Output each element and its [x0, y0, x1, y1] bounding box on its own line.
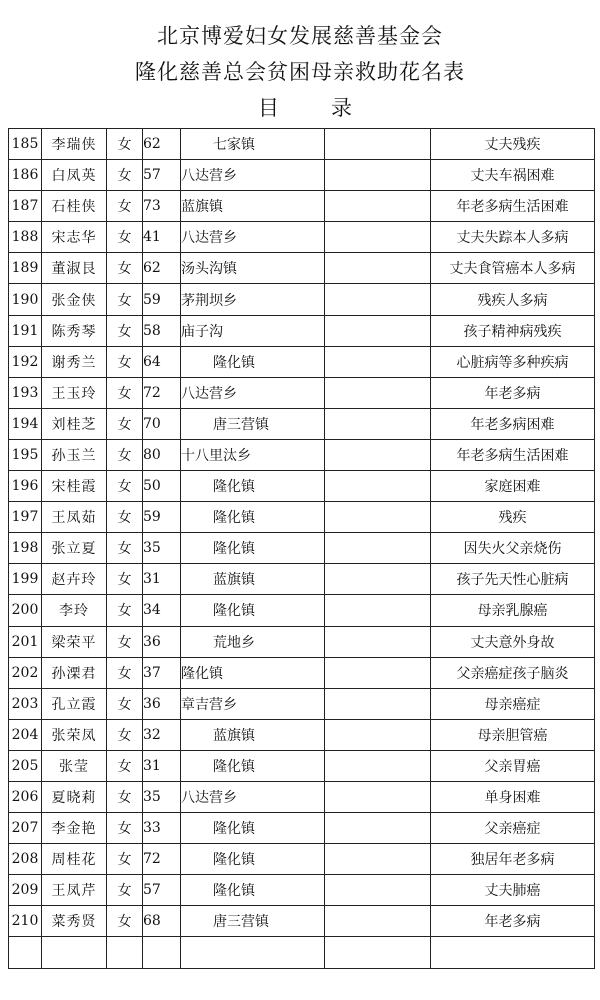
row-age: 37 [143, 657, 181, 688]
row-number: 190 [9, 284, 42, 315]
table-row [9, 377, 595, 408]
row-gender: 女 [107, 129, 143, 160]
row-age: 36 [143, 626, 181, 657]
row-age: 68 [143, 906, 181, 937]
row-township: 隆化镇 [181, 595, 325, 626]
row-reason: 丈夫食管癌本人多病 [431, 253, 595, 284]
row-number: 207 [9, 813, 42, 844]
row-blank-cell [325, 595, 431, 626]
table-row [9, 502, 595, 533]
row-age [143, 937, 181, 968]
row-township: 蓝旗镇 [181, 191, 325, 222]
row-name: 孔立霞 [42, 688, 107, 719]
row-reason: 丈夫车祸困难 [431, 160, 595, 191]
row-township: 章吉营乡 [181, 688, 325, 719]
row-gender: 女 [107, 813, 143, 844]
row-age: 50 [143, 471, 181, 502]
table-row [9, 160, 595, 191]
row-reason: 年老多病 [431, 906, 595, 937]
row-gender: 女 [107, 750, 143, 781]
row-name: 孙溧君 [42, 657, 107, 688]
row-reason: 残疾 [431, 502, 595, 533]
aid-roster-table [8, 128, 595, 969]
row-age: 59 [143, 284, 181, 315]
row-age: 41 [143, 222, 181, 253]
row-township: 隆化镇 [181, 346, 325, 377]
row-reason: 父亲癌症孩子脑炎 [431, 657, 595, 688]
row-name: 陈秀琴 [42, 315, 107, 346]
row-gender: 女 [107, 595, 143, 626]
row-blank-cell [325, 937, 431, 968]
row-number: 200 [9, 595, 42, 626]
row-blank-cell [325, 564, 431, 595]
row-township: 隆化镇 [181, 875, 325, 906]
table-row [9, 222, 595, 253]
row-name: 刘桂芝 [42, 408, 107, 439]
row-age: 57 [143, 875, 181, 906]
row-number: 201 [9, 626, 42, 657]
row-number: 205 [9, 750, 42, 781]
row-blank-cell [325, 502, 431, 533]
row-reason: 母亲乳腺癌 [431, 595, 595, 626]
row-age: 72 [143, 377, 181, 408]
row-age: 34 [143, 595, 181, 626]
row-age: 62 [143, 253, 181, 284]
row-gender: 女 [107, 906, 143, 937]
row-gender: 女 [107, 253, 143, 284]
row-blank-cell [325, 284, 431, 315]
row-reason: 年老多病困难 [431, 408, 595, 439]
row-gender: 女 [107, 844, 143, 875]
row-township: 隆化镇 [181, 533, 325, 564]
table-row [9, 688, 595, 719]
row-township: 隆化镇 [181, 750, 325, 781]
row-gender: 女 [107, 284, 143, 315]
row-township: 茅荆坝乡 [181, 284, 325, 315]
row-blank-cell [325, 191, 431, 222]
row-gender: 女 [107, 315, 143, 346]
table-row [9, 564, 595, 595]
contents-heading-char-1: 目 [258, 96, 279, 120]
row-age: 31 [143, 750, 181, 781]
row-reason: 独居年老多病 [431, 844, 595, 875]
row-number: 198 [9, 533, 42, 564]
row-number: 193 [9, 377, 42, 408]
row-name: 张莹 [42, 750, 107, 781]
table-row [9, 750, 595, 781]
row-gender: 女 [107, 875, 143, 906]
row-name: 白凤英 [42, 160, 107, 191]
row-gender [107, 937, 143, 968]
row-reason: 因失火父亲烧伤 [431, 533, 595, 564]
row-age: 35 [143, 781, 181, 812]
row-blank-cell [325, 129, 431, 160]
row-number: 195 [9, 439, 42, 470]
row-number: 206 [9, 781, 42, 812]
table-row [9, 813, 595, 844]
row-blank-cell [325, 750, 431, 781]
row-gender: 女 [107, 719, 143, 750]
row-name: 李金艳 [42, 813, 107, 844]
row-blank-cell [325, 222, 431, 253]
row-blank-cell [325, 875, 431, 906]
row-age: 62 [143, 129, 181, 160]
row-township: 庙子沟 [181, 315, 325, 346]
table-row [9, 875, 595, 906]
row-reason: 残疾人多病 [431, 284, 595, 315]
row-reason: 年老多病生活困难 [431, 191, 595, 222]
row-reason: 孩子精神病残疾 [431, 315, 595, 346]
row-township: 八达营乡 [181, 377, 325, 408]
row-blank-cell [325, 439, 431, 470]
row-number: 208 [9, 844, 42, 875]
row-gender: 女 [107, 408, 143, 439]
table-row [9, 471, 595, 502]
row-number: 210 [9, 906, 42, 937]
row-number: 186 [9, 160, 42, 191]
contents-heading [0, 92, 600, 118]
row-age: 31 [143, 564, 181, 595]
row-township: 汤头沟镇 [181, 253, 325, 284]
row-name [42, 937, 107, 968]
table-row [9, 657, 595, 688]
row-township: 八达营乡 [181, 222, 325, 253]
row-gender: 女 [107, 377, 143, 408]
row-blank-cell [325, 719, 431, 750]
row-reason [431, 937, 595, 968]
row-age: 80 [143, 439, 181, 470]
row-name: 宋桂霞 [42, 471, 107, 502]
row-township: 七家镇 [181, 129, 325, 160]
row-name: 宋志华 [42, 222, 107, 253]
row-township: 隆化镇 [181, 657, 325, 688]
row-reason: 丈夫肺癌 [431, 875, 595, 906]
row-age: 73 [143, 191, 181, 222]
row-blank-cell [325, 160, 431, 191]
row-blank-cell [325, 346, 431, 377]
row-name: 谢秀兰 [42, 346, 107, 377]
table-row [9, 781, 595, 812]
row-township: 八达营乡 [181, 781, 325, 812]
row-blank-cell [325, 906, 431, 937]
row-age: 58 [143, 315, 181, 346]
row-township: 隆化镇 [181, 813, 325, 844]
row-number: 194 [9, 408, 42, 439]
row-name: 石桂侠 [42, 191, 107, 222]
roster-body [9, 129, 595, 969]
row-number: 203 [9, 688, 42, 719]
row-age: 70 [143, 408, 181, 439]
row-name: 王凤芹 [42, 875, 107, 906]
row-number: 209 [9, 875, 42, 906]
row-reason: 父亲癌症 [431, 813, 595, 844]
row-gender: 女 [107, 502, 143, 533]
row-name: 董淑艮 [42, 253, 107, 284]
row-gender: 女 [107, 346, 143, 377]
row-township: 蓝旗镇 [181, 564, 325, 595]
row-reason: 年老多病生活困难 [431, 439, 595, 470]
row-number: 185 [9, 129, 42, 160]
row-name: 夏晓莉 [42, 781, 107, 812]
row-gender: 女 [107, 160, 143, 191]
row-blank-cell [325, 626, 431, 657]
table-row [9, 315, 595, 346]
row-reason: 孩子先天性心脏病 [431, 564, 595, 595]
row-gender: 女 [107, 781, 143, 812]
row-township: 蓝旗镇 [181, 719, 325, 750]
row-blank-cell [325, 813, 431, 844]
row-reason: 家庭困难 [431, 471, 595, 502]
row-number: 199 [9, 564, 42, 595]
row-blank-cell [325, 781, 431, 812]
row-gender: 女 [107, 657, 143, 688]
row-township: 荒地乡 [181, 626, 325, 657]
row-reason: 丈夫残疾 [431, 129, 595, 160]
row-blank-cell [325, 471, 431, 502]
row-age: 64 [143, 346, 181, 377]
row-blank-cell [325, 408, 431, 439]
row-number: 202 [9, 657, 42, 688]
table-row [9, 937, 595, 968]
row-number: 204 [9, 719, 42, 750]
table-row [9, 439, 595, 470]
table-row [9, 906, 595, 937]
row-name: 张立夏 [42, 533, 107, 564]
table-row [9, 408, 595, 439]
row-reason: 单身困难 [431, 781, 595, 812]
row-number: 191 [9, 315, 42, 346]
row-township: 八达营乡 [181, 160, 325, 191]
table-row [9, 533, 595, 564]
row-number: 189 [9, 253, 42, 284]
row-township [181, 937, 325, 968]
row-name: 王玉玲 [42, 377, 107, 408]
row-blank-cell [325, 688, 431, 719]
row-blank-cell [325, 253, 431, 284]
table-row [9, 626, 595, 657]
row-township: 十八里汰乡 [181, 439, 325, 470]
row-township: 隆化镇 [181, 844, 325, 875]
row-age: 33 [143, 813, 181, 844]
row-number: 187 [9, 191, 42, 222]
table-row [9, 253, 595, 284]
row-blank-cell [325, 315, 431, 346]
row-name: 张金侠 [42, 284, 107, 315]
table-row [9, 129, 595, 160]
row-number: 197 [9, 502, 42, 533]
table-row [9, 719, 595, 750]
row-blank-cell [325, 533, 431, 564]
row-age: 35 [143, 533, 181, 564]
row-gender: 女 [107, 222, 143, 253]
row-number [9, 937, 42, 968]
table-row [9, 595, 595, 626]
row-gender: 女 [107, 564, 143, 595]
row-gender: 女 [107, 471, 143, 502]
row-number: 188 [9, 222, 42, 253]
contents-heading-char-2: 录 [331, 96, 352, 120]
table-row [9, 191, 595, 222]
roster-title: 隆化慈善总会贫困母亲救助花名表 [135, 60, 465, 84]
row-name: 张荣凤 [42, 719, 107, 750]
row-reason: 丈夫意外身故 [431, 626, 595, 657]
row-reason: 丈夫失踪本人多病 [431, 222, 595, 253]
table-row [9, 284, 595, 315]
row-name: 梁荣平 [42, 626, 107, 657]
row-reason: 父亲胃癌 [431, 750, 595, 781]
row-number: 196 [9, 471, 42, 502]
row-blank-cell [325, 844, 431, 875]
row-reason: 年老多病 [431, 377, 595, 408]
table-row [9, 844, 595, 875]
row-age: 36 [143, 688, 181, 719]
row-blank-cell [325, 377, 431, 408]
row-age: 32 [143, 719, 181, 750]
row-age: 59 [143, 502, 181, 533]
row-age: 57 [143, 160, 181, 191]
row-gender: 女 [107, 688, 143, 719]
row-township: 隆化镇 [181, 471, 325, 502]
row-name: 周桂花 [42, 844, 107, 875]
row-reason: 母亲癌症 [431, 688, 595, 719]
row-gender: 女 [107, 191, 143, 222]
row-blank-cell [325, 657, 431, 688]
row-township: 唐三营镇 [181, 906, 325, 937]
row-name: 孙玉兰 [42, 439, 107, 470]
row-age: 72 [143, 844, 181, 875]
row-number: 192 [9, 346, 42, 377]
row-gender: 女 [107, 439, 143, 470]
row-gender: 女 [107, 626, 143, 657]
table-row [9, 346, 595, 377]
row-gender: 女 [107, 533, 143, 564]
row-name: 李玲 [42, 595, 107, 626]
row-name: 李瑞侠 [42, 129, 107, 160]
foundation-title: 北京博爱妇女发展慈善基金会 [157, 24, 443, 48]
row-reason: 心脏病等多种疾病 [431, 346, 595, 377]
row-township: 隆化镇 [181, 502, 325, 533]
row-name: 赵卉玲 [42, 564, 107, 595]
row-name: 王凤茹 [42, 502, 107, 533]
row-township: 唐三营镇 [181, 408, 325, 439]
row-reason: 母亲胆管癌 [431, 719, 595, 750]
row-name: 菜秀贤 [42, 906, 107, 937]
